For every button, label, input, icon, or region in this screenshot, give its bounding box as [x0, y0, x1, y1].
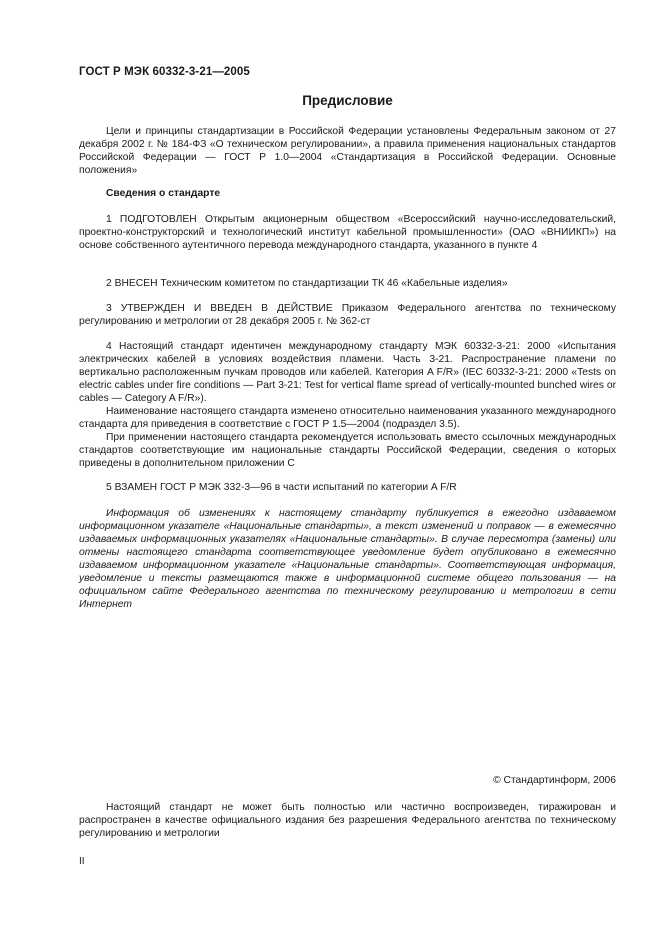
- item-2-text: 2 ВНЕСЕН Техническим комитетом по стандартизации ТК 46 «Кабельные изделия»: [106, 278, 508, 289]
- reproduction-notice: [79, 801, 616, 840]
- copyright: © Стандартинформ, 2006: [493, 775, 616, 786]
- item-5-text: 5 ВЗАМЕН ГОСТ Р МЭК 332-3—96 в части испытаний по категории A F/R: [106, 482, 457, 493]
- intro-paragraph: [79, 125, 616, 177]
- subheading: Сведения о стандарте: [106, 188, 221, 199]
- item-2: [79, 277, 616, 290]
- item-1-text: 1 ПОДГОТОВЛЕН Открытым акционерным обществом «Всероссийский научно-исследовательский, проектно-конструкторский и технологический институт кабельной промышленности» (ОАО «ВНИИКП») на основе собственного аутентичного перевода международного стандарта, указанного в пункте 4: [79, 214, 616, 251]
- item-3-text: 3 УТВЕРЖДЕН И ВВЕДЕН В ДЕЙСТВИЕ Приказом Федерального агентства по техническому регулированию и метрологии от 28 декабря 2005 г. № 362-ст: [79, 303, 616, 327]
- intro-text: Цели и принципы стандартизации в Российской Федерации установлены Федеральным законом от 27 декабря 2002 г. № 184-ФЗ «О техническом регулировании», а правила применения национальных стандартов Российской Федерации — ГОСТ Р 1.0—2004 «Стандартизация в Российской Федерации. Основные положения»: [79, 126, 616, 176]
- item-1: [79, 213, 616, 252]
- document-header: ГОСТ Р МЭК 60332-3-21—2005: [79, 66, 250, 78]
- notice-text: Настоящий стандарт не может быть полностью или частично воспроизведен, тиражирован и распространен в качестве официального издания без разрешения Федерального агентства по техническому регулированию и метрологии: [79, 802, 616, 839]
- info-paragraph: [79, 507, 616, 611]
- info-text: Информация об изменениях к настоящему стандарту публикуется в ежегодно издаваемом информационном указателе «Национальные стандарты», а текст изменений и поправок — в ежемесячно издаваемых информационных указателях «Национальные стандарты». В случае пересмотра (замены) или отмены настоящего стандарта соответствующее уведомление будет опубликовано в ежемесячно издаваемом информационном указателе «Национальные стандарты». Соответствующая информация, уведомление и тексты размещаются также в информационной системе общего пользования — на официальном сайте Федерального агентства по техническому регулированию и метрологии в сети Интернет: [79, 508, 616, 610]
- item-4-text: 4 Настоящий стандарт идентичен международному стандарту МЭК 60332-3-21: 2000 «Испытания электрических кабелей в условиях воздействия пламени. Часть 3-21. Распространение пламени по вертикально расположенным пучкам проводов или кабелей. Категория A F/R» (IEC 60332-3-21: 2000 «Tests on electric cables under fire conditions — Part 3-21: Test for vertical flame spread of vertically-mounted bunched wires or cables — Category A F/R»).: [79, 341, 616, 404]
- page-title: Предисловие: [302, 93, 393, 108]
- item-5: [79, 481, 616, 494]
- item-4-reference-note: При применении настоящего стандарта рекомендуется использовать вместо ссылочных международных стандартов соответствующие им национальные стандарты Российской Федерации, сведения о которых приведены в дополнительном приложении С: [79, 432, 616, 469]
- item-3: [79, 302, 616, 328]
- item-4: [79, 340, 616, 470]
- item-4-name-note: Наименование настоящего стандарта изменено относительно наименования указанного международного стандарта для приведения в соответствие с ГОСТ Р 1.5—2004 (подраздел 3.5).: [79, 406, 616, 430]
- page-number: II: [79, 856, 85, 867]
